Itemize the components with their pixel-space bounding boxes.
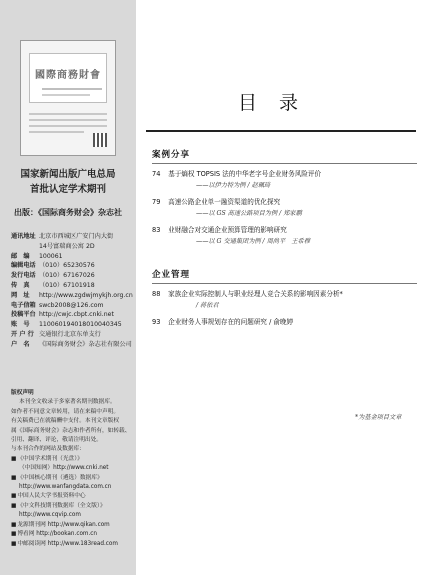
contact-info: [11, 232, 133, 350]
entry-page: 88: [152, 290, 161, 298]
section-heading: 案例分享: [152, 150, 191, 160]
entry-title: 业财融合对交通企业预算管理的影响研究: [168, 226, 287, 234]
cover-title: 國際商務財會: [35, 70, 101, 81]
publisher: 出版：《国际商务财会》杂志社: [14, 208, 122, 217]
database-item: ■ 中国人民大学书报资料中心: [11, 492, 131, 501]
toc-title: 目录: [238, 92, 321, 114]
journal-cover-image: [20, 40, 116, 156]
entry-title: 家族企业实际控制人与职业经理人竞合关系的影响因素分析*: [168, 290, 343, 298]
database-item: ■ 《中国学术期刊（光盘）》: [11, 455, 131, 464]
info-row: 投稿平台 http://cwjc.cbpt.cnki.net: [11, 311, 114, 319]
copyright-notice: [11, 389, 131, 549]
copyright-line: 本刊全文收录于多家著名期刊数据库。: [19, 399, 116, 406]
info-row: 编辑电话 （010）65230576: [11, 262, 95, 270]
info-row: 电子信箱 swcb2008@126.com: [11, 301, 104, 309]
database-item: ■ 中邮阅读网 http://www.183read.com: [11, 540, 131, 549]
toc-section-enterprise-management: [152, 268, 417, 284]
database-item: ■ 《中文科技期刊数据库（全文版）》: [11, 502, 131, 511]
cover-title-band: [29, 53, 107, 103]
toc-entry[interactable]: [152, 168, 417, 189]
info-row: 通讯地址 北京市西城区广安门内大街: [11, 233, 114, 240]
toc-entry[interactable]: [152, 316, 417, 326]
copyright-heading: 版权声明: [11, 390, 34, 396]
database-item: ■ 《中国核心期刊（遴选）数据库》: [11, 474, 131, 483]
sidebar: [0, 0, 136, 575]
database-url: http://www.cqvip.com: [19, 512, 81, 519]
entry-note: ——以 GS 高速公路项目为例 / 郑家鹏: [196, 210, 302, 217]
section-heading: 企业管理: [152, 270, 191, 280]
info-row: 邮 编 100061: [11, 252, 63, 260]
copyright-line: 有关稿费已在就稿酬中支付。本刊文章版权: [11, 418, 120, 425]
entry-title: 企业财务人事规划存在的问题研究 / 俞晚婷: [168, 318, 294, 326]
copyright-line: 如作者不同意文章转用，请在来稿中声明。: [11, 408, 120, 415]
approval-line-1: 国家新闻出版广电总局: [20, 169, 116, 180]
entry-note: / 蒋依君: [196, 302, 219, 309]
info-row: 14号富瑞商公寓 2D: [39, 242, 95, 250]
info-row: 开 户 行 交通银行北京东单支行: [11, 330, 101, 338]
info-row: 户 名 《国际商务财会》杂志社有限公司: [11, 340, 132, 348]
database-url: http://www.wanfangdata.com.cn: [19, 484, 112, 491]
toc-divider: [146, 130, 416, 132]
info-row: 发行电话 （010）67167026: [11, 272, 95, 280]
entry-page: 74: [152, 170, 161, 178]
toc-section-case-studies: [152, 148, 417, 164]
copyright-line: 与本刊合作的网站及数据库：: [11, 446, 85, 453]
toc-entry[interactable]: [152, 288, 417, 309]
copyright-line: 引用、翻译、评论，敬请注明出处。: [11, 437, 102, 444]
toc-entry[interactable]: [152, 196, 417, 217]
section-underline: [152, 163, 417, 164]
entry-page: 79: [152, 198, 161, 206]
info-row: 网 址 http://www.zgdwjmykjh.org.cn: [11, 291, 133, 299]
entry-note: ——以伊力特为例 / 赵珮琦: [196, 182, 271, 189]
database-url: （中国知网）http://www.cnki.net: [19, 465, 109, 472]
copyright-line: 属《国际商务财会》杂志和作者所有，如转载、: [11, 427, 131, 434]
approval-line-2: 首批认定学术期刊: [29, 184, 106, 195]
database-item: ■ 博看网 http://bookan.com.cn: [11, 530, 131, 539]
entry-title: 高速公路企业单一融资渠道的优化探究: [168, 198, 281, 206]
database-item: ■ 龙源期刊网 http://www.qikan.com: [11, 521, 131, 530]
section-underline: [152, 283, 417, 284]
toc-entry[interactable]: [152, 224, 417, 245]
info-row: 账 号 110060194018010040345: [11, 321, 122, 329]
info-row: 传 真 （010）67101918: [11, 281, 95, 289]
entry-note: ——以 G 交通集团为例 / 周尚平 王希穆: [196, 238, 310, 245]
fund-footnote: *为基金项目文章: [355, 414, 402, 421]
entry-title: 基于熵权 TOPSIS 法的中华老字号企业财务风险评价: [168, 170, 322, 178]
entry-page: 93: [152, 318, 161, 326]
cover-qr-code-icon: [93, 133, 107, 147]
entry-page: 83: [152, 226, 161, 234]
